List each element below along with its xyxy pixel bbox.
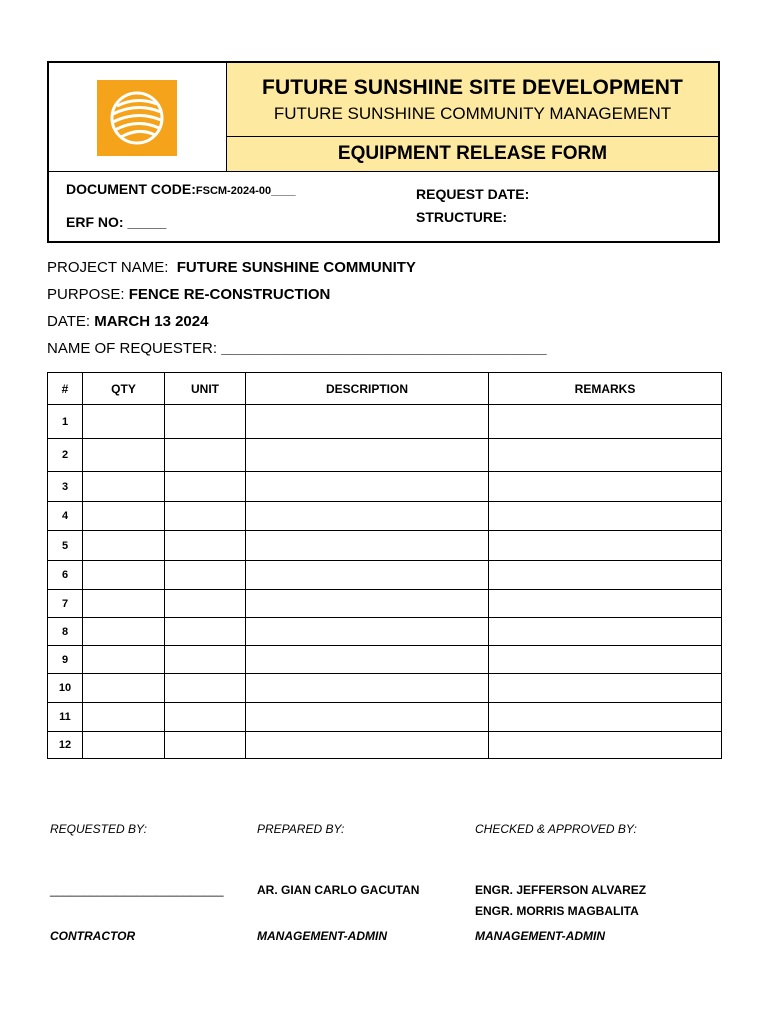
qty-cell[interactable]: [83, 590, 165, 618]
qty-cell[interactable]: [83, 531, 165, 561]
description-cell[interactable]: [246, 405, 489, 439]
checked-by-label: CHECKED & APPROVED BY:: [475, 822, 637, 836]
qty-cell[interactable]: [83, 561, 165, 590]
date-label: DATE:: [47, 313, 91, 330]
document-info-row: [49, 171, 718, 243]
equipment-table: [47, 372, 722, 759]
document-code: [66, 181, 296, 197]
logo-cell: [49, 63, 227, 171]
unit-cell[interactable]: [165, 618, 246, 646]
project-name-field: [47, 259, 416, 276]
remarks-cell[interactable]: [489, 531, 722, 561]
table-row: [48, 439, 722, 472]
sun-globe-logo-icon: [97, 80, 177, 156]
prepared-by-label: PREPARED BY:: [257, 822, 345, 836]
unit-cell[interactable]: [165, 703, 246, 732]
requested-signature-line: __________________________: [50, 883, 224, 897]
description-cell[interactable]: [246, 531, 489, 561]
remarks-cell[interactable]: [489, 561, 722, 590]
document-code-value: FSCM-2024-00____: [195, 185, 296, 197]
row-number: 11: [48, 703, 83, 732]
qty-cell[interactable]: [83, 732, 165, 759]
remarks-cell[interactable]: [489, 502, 722, 531]
table-row: [48, 502, 722, 531]
remarks-cell[interactable]: [489, 472, 722, 502]
unit-cell[interactable]: [165, 439, 246, 472]
qty-cell[interactable]: [83, 646, 165, 674]
checked-by-name-2: ENGR. MORRIS MAGBALITA: [475, 904, 639, 918]
erf-number: ERF NO: _____: [66, 214, 167, 230]
table-row: [48, 703, 722, 732]
description-cell[interactable]: [246, 646, 489, 674]
unit-cell[interactable]: [165, 590, 246, 618]
description-cell[interactable]: [246, 502, 489, 531]
project-name-value: FUTURE SUNSHINE COMMUNITY: [176, 259, 416, 276]
column-header: #: [48, 373, 83, 405]
unit-cell[interactable]: [165, 502, 246, 531]
row-number: 3: [48, 472, 83, 502]
description-cell[interactable]: [246, 472, 489, 502]
remarks-cell[interactable]: [489, 590, 722, 618]
purpose-field: [47, 286, 330, 303]
row-number: 2: [48, 439, 83, 472]
purpose-value: FENCE RE-CONSTRUCTION: [128, 286, 331, 303]
checked-by-role: MANAGEMENT-ADMIN: [475, 929, 605, 943]
description-cell[interactable]: [246, 618, 489, 646]
row-number: 1: [48, 405, 83, 439]
qty-cell[interactable]: [83, 405, 165, 439]
table-row: [48, 531, 722, 561]
description-cell[interactable]: [246, 674, 489, 703]
qty-cell[interactable]: [83, 703, 165, 732]
project-name-label: PROJECT NAME:: [47, 259, 169, 276]
row-number: 4: [48, 502, 83, 531]
checked-by-name-1: ENGR. JEFFERSON ALVAREZ: [475, 883, 647, 897]
table-row: [48, 561, 722, 590]
unit-cell[interactable]: [165, 732, 246, 759]
form-title: EQUIPMENT RELEASE FORM: [337, 143, 608, 164]
table-header-row: [48, 373, 722, 405]
requester-field: [47, 340, 547, 357]
unit-cell[interactable]: [165, 472, 246, 502]
qty-cell[interactable]: [83, 472, 165, 502]
company-title-cell: [227, 63, 718, 137]
requester-label: NAME OF REQUESTER:: [47, 340, 218, 357]
unit-cell[interactable]: [165, 674, 246, 703]
qty-cell[interactable]: [83, 618, 165, 646]
remarks-cell[interactable]: [489, 618, 722, 646]
unit-cell[interactable]: [165, 405, 246, 439]
form-header: [47, 61, 720, 243]
qty-cell[interactable]: [83, 502, 165, 531]
row-number: 10: [48, 674, 83, 703]
description-cell[interactable]: [246, 703, 489, 732]
table-row: [48, 618, 722, 646]
row-number: 8: [48, 618, 83, 646]
unit-cell[interactable]: [165, 561, 246, 590]
table-row: [48, 732, 722, 759]
company-name: FUTURE SUNSHINE SITE DEVELOPMENT: [262, 76, 683, 99]
prepared-by-role: MANAGEMENT-ADMIN: [257, 929, 387, 943]
row-number: 7: [48, 590, 83, 618]
table-row: [48, 472, 722, 502]
column-header: UNIT: [165, 373, 246, 405]
remarks-cell[interactable]: [489, 674, 722, 703]
column-header: REMARKS: [489, 373, 722, 405]
remarks-cell[interactable]: [489, 646, 722, 674]
requester-line: _______________________________________: [221, 340, 547, 357]
remarks-cell[interactable]: [489, 439, 722, 472]
column-header: QTY: [83, 373, 165, 405]
table-row: [48, 590, 722, 618]
company-subtitle: FUTURE SUNSHINE COMMUNITY MANAGEMENT: [273, 104, 672, 123]
row-number: 6: [48, 561, 83, 590]
table-row: [48, 405, 722, 439]
date-field: [47, 313, 208, 330]
table-row: [48, 646, 722, 674]
form-title-cell: [227, 137, 718, 171]
unit-cell[interactable]: [165, 646, 246, 674]
unit-cell[interactable]: [165, 531, 246, 561]
remarks-cell[interactable]: [489, 732, 722, 759]
remarks-cell[interactable]: [489, 405, 722, 439]
remarks-cell[interactable]: [489, 703, 722, 732]
description-cell[interactable]: [246, 732, 489, 759]
row-number: 9: [48, 646, 83, 674]
structure-label: STRUCTURE:: [416, 209, 507, 225]
row-number: 5: [48, 531, 83, 561]
date-value: MARCH 13 2024: [94, 313, 209, 330]
qty-cell[interactable]: [83, 674, 165, 703]
document-code-label: DOCUMENT CODE:: [66, 181, 196, 197]
qty-cell[interactable]: [83, 439, 165, 472]
column-header: DESCRIPTION: [246, 373, 489, 405]
description-cell[interactable]: [246, 590, 489, 618]
description-cell[interactable]: [246, 439, 489, 472]
description-cell[interactable]: [246, 561, 489, 590]
requested-by-role: CONTRACTOR: [50, 929, 136, 943]
row-number: 12: [48, 732, 83, 759]
requested-by-label: REQUESTED BY:: [50, 822, 147, 836]
table-row: [48, 674, 722, 703]
prepared-by-name: AR. GIAN CARLO GACUTAN: [257, 883, 420, 897]
request-date-label: REQUEST DATE:: [416, 186, 530, 202]
purpose-label: PURPOSE:: [47, 286, 125, 303]
